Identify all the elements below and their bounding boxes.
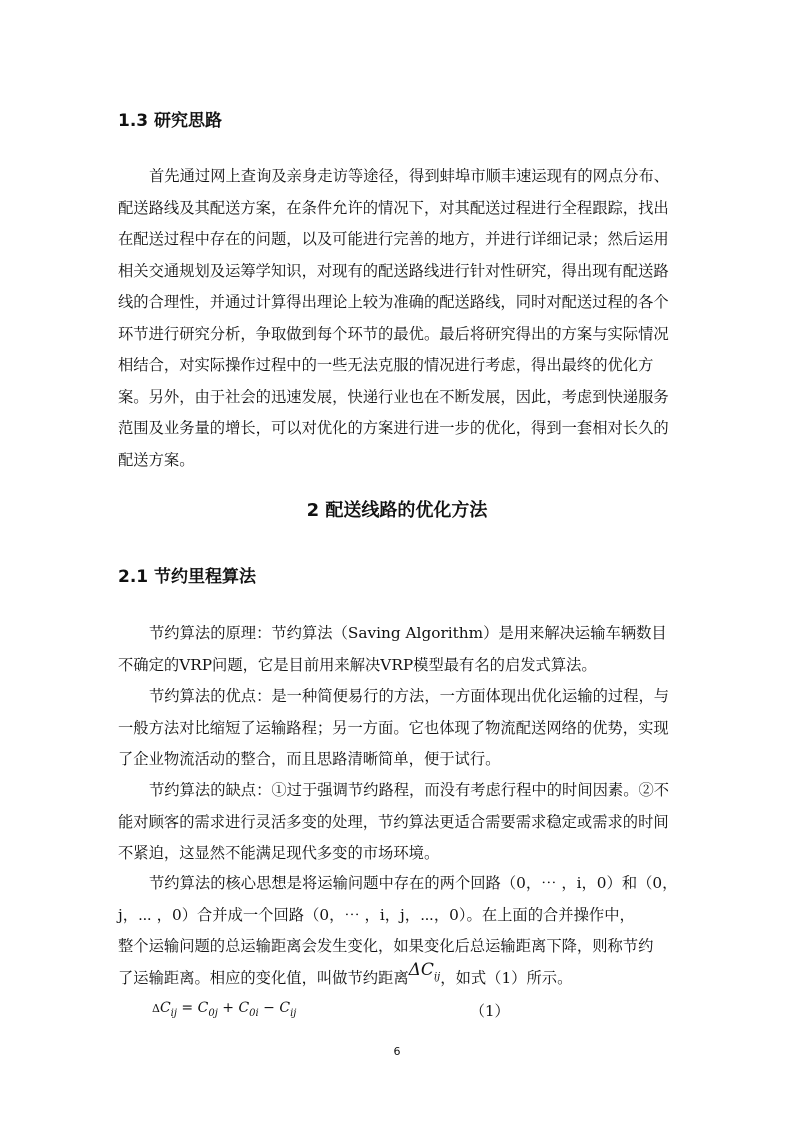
paragraph-text: 节约算法的原理：节约算法（Saving Algorithm）是用来解决运输车辆数目不确定的VRP问题，它是目前用来解决VRP模型最有名的启发式算法。 <box>118 624 667 674</box>
chapter-heading-2: 2 配送线路的优化方法 <box>306 500 488 521</box>
paragraph-saving-core-idea <box>118 868 678 1000</box>
text-line: ，如式（1）所示。 <box>440 968 573 987</box>
paragraph-text: 节约算法的优点：是一种简便易行的方法，一方面体现出优化运输的过程，与一般方法对比缩短了运输路程；另一方面。它也体现了物流配送网络的优势，实现了企业物流活动的整合，而且思路清晰简单，便于试行。 <box>118 687 670 768</box>
text-line: 整个运输问题的总运输距离会发生变化，如果变化后总运输距离下降，则称节约 <box>118 937 654 955</box>
paragraph-research-approach <box>118 161 678 476</box>
paragraph-saving-advantages <box>118 681 678 776</box>
paragraph-text: 首先通过网上查询及亲身走访等途径，得到蚌埠市顺丰速运现有的网点分布、配送路线及其配送方案，在条件允许的情况下，对其配送过程进行全程跟踪，找出在配送过程中存在的问题，以及可能进行完善的地方，并进行详细记录；然后运用相关交通规划及运筹学知识，对现有的配送路线进行针对性研究，得出现有配送路线的合理性，并通过计算得出理论上较为准确的配送路线，同时对配送过程的各个环节进行研究分析，争取做到每个环节的最优。最后将研究得出的方案与实际情况相结合，对实际操作过程中的一些无法克服的情况进行考虑，得出最终的优化方案。另外，由于社会的迅速发展，快递行业也在不断发展，因此，考虑到快递服务范围及业务量的增长，可以对优化的方案进行进一步的优化，得到一套相对长久的配送方案。 <box>118 167 670 469</box>
section-heading-1-3: 1.3 研究思路 <box>118 111 223 131</box>
equation-number: （1） <box>470 1002 510 1020</box>
text-line: 节约算法的核心思想是将运输问题中存在的两个回路（0，⋯ ，i，0）和（0， <box>149 874 678 892</box>
paragraph-saving-disadvantages <box>118 775 678 870</box>
saving-distance-symbol: $\Delta C_{ij}$ <box>408 959 441 982</box>
paragraph-saving-principle <box>118 618 678 681</box>
text-line: 了运输距离。相应的变化值，叫做节约距离 <box>118 968 409 987</box>
equation-1: $\Delta C_{ij} = C_{0j} + C_{0i} - C_{ij}$ <box>152 1000 297 1019</box>
paragraph-text: 节约算法的缺点：①过于强调节约路程，而没有考虑行程中的时间因素。②不能对顾客的需求进行灵活多变的处理，节约算法更适合需要需求稳定或需求的时间不紧迫，这显然不能满足现代多变的市场环境。 <box>118 781 670 862</box>
section-heading-2-1: 2.1 节约里程算法 <box>118 567 257 587</box>
page-number: 6 <box>393 1045 401 1058</box>
text-line: j，⋯ ，0）合并成一个回路（0，⋯ ，i，j，⋯，0）。在上面的合并操作中， <box>118 905 635 924</box>
